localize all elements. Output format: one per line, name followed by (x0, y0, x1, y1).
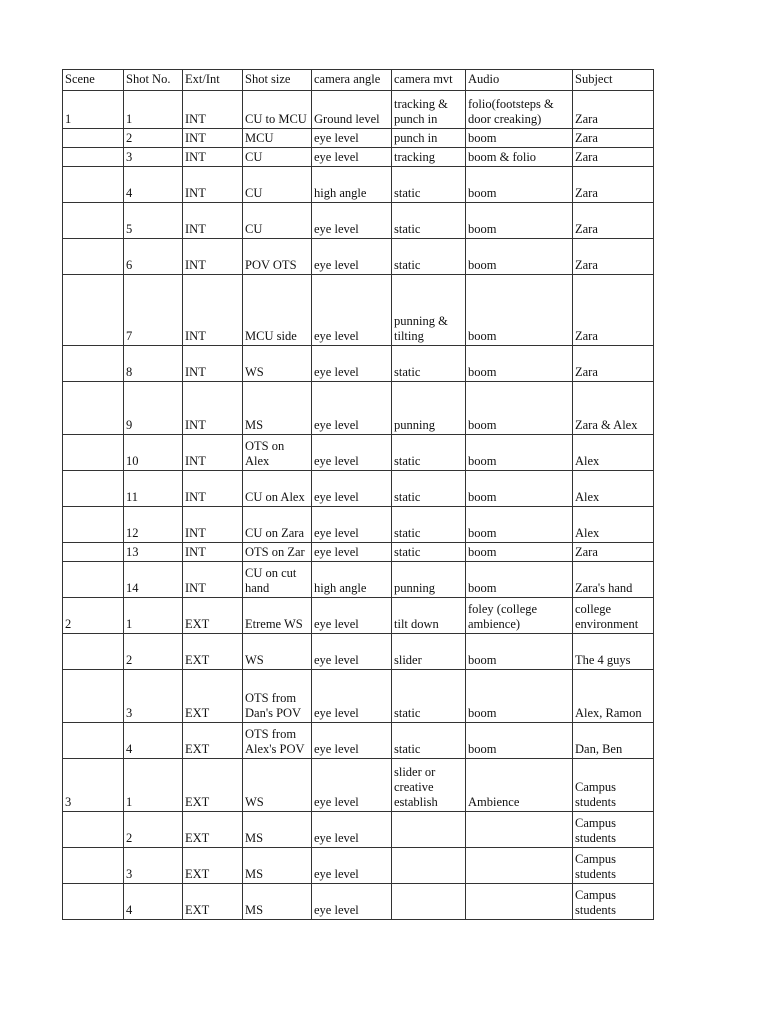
table-row (63, 759, 654, 812)
cell-shot-size: MS (243, 848, 312, 884)
cell-camera-mvt: punch in (392, 129, 466, 148)
cell-scene: 3 (63, 759, 124, 812)
cell-subject: Zara & Alex (573, 382, 654, 435)
cell-subject: Alex (573, 507, 654, 543)
cell-shot-no: 3 (124, 148, 183, 167)
cell-audio: boom (466, 562, 573, 598)
cell-subject: Campus students (573, 759, 654, 812)
cell-camera-angle: eye level (312, 382, 392, 435)
cell-scene (63, 129, 124, 148)
table-row (63, 848, 654, 884)
cell-audio: boom (466, 382, 573, 435)
cell-shot-no: 1 (124, 91, 183, 129)
column-header-ext-int: Ext/Int (183, 70, 243, 91)
cell-ext-int: INT (183, 543, 243, 562)
cell-ext-int: INT (183, 435, 243, 471)
cell-ext-int: INT (183, 471, 243, 507)
table-row (63, 382, 654, 435)
cell-shot-size: MCU (243, 129, 312, 148)
cell-shot-no: 1 (124, 759, 183, 812)
cell-audio (466, 884, 573, 920)
cell-camera-angle: eye level (312, 129, 392, 148)
table-row (63, 239, 654, 275)
cell-audio: boom (466, 634, 573, 670)
cell-camera-angle: eye level (312, 275, 392, 346)
cell-camera-angle: eye level (312, 543, 392, 562)
cell-camera-angle: eye level (312, 346, 392, 382)
cell-audio (466, 812, 573, 848)
cell-audio: boom (466, 507, 573, 543)
cell-shot-size: CU (243, 203, 312, 239)
cell-camera-angle: eye level (312, 598, 392, 634)
cell-camera-mvt: static (392, 507, 466, 543)
cell-scene (63, 148, 124, 167)
cell-scene (63, 670, 124, 723)
cell-camera-mvt (392, 848, 466, 884)
cell-camera-mvt: punning (392, 382, 466, 435)
cell-scene (63, 382, 124, 435)
shot-list-table (62, 69, 654, 920)
cell-audio (466, 848, 573, 884)
cell-scene (63, 848, 124, 884)
cell-shot-no: 14 (124, 562, 183, 598)
cell-audio: boom (466, 435, 573, 471)
cell-subject: Alex, Ramon (573, 670, 654, 723)
cell-shot-size: CU (243, 148, 312, 167)
cell-shot-size: OTS on Alex (243, 435, 312, 471)
cell-scene: 1 (63, 91, 124, 129)
cell-audio: boom (466, 275, 573, 346)
cell-subject: Zara (573, 129, 654, 148)
cell-shot-size: Etreme WS (243, 598, 312, 634)
cell-scene: 2 (63, 598, 124, 634)
cell-shot-size: MS (243, 884, 312, 920)
cell-subject: Zara (573, 239, 654, 275)
cell-camera-mvt: slider or creative establish (392, 759, 466, 812)
cell-ext-int: INT (183, 507, 243, 543)
cell-ext-int: EXT (183, 598, 243, 634)
header-row (63, 70, 654, 91)
cell-subject: Dan, Ben (573, 723, 654, 759)
cell-audio: boom & folio (466, 148, 573, 167)
table-row (63, 346, 654, 382)
cell-camera-mvt: static (392, 346, 466, 382)
table-row (63, 148, 654, 167)
cell-shot-no: 1 (124, 598, 183, 634)
cell-shot-no: 3 (124, 848, 183, 884)
table-row (63, 670, 654, 723)
cell-subject: Zara (573, 91, 654, 129)
cell-shot-size: POV OTS (243, 239, 312, 275)
cell-ext-int: INT (183, 562, 243, 598)
cell-shot-no: 11 (124, 471, 183, 507)
cell-camera-mvt: tracking (392, 148, 466, 167)
cell-ext-int: INT (183, 167, 243, 203)
cell-shot-no: 6 (124, 239, 183, 275)
cell-shot-size: MS (243, 382, 312, 435)
cell-ext-int: INT (183, 346, 243, 382)
cell-shot-size: CU to MCU (243, 91, 312, 129)
cell-subject: Zara (573, 203, 654, 239)
cell-scene (63, 435, 124, 471)
cell-ext-int: INT (183, 91, 243, 129)
table-row (63, 598, 654, 634)
cell-scene (63, 346, 124, 382)
cell-camera-angle: eye level (312, 812, 392, 848)
cell-scene (63, 723, 124, 759)
cell-audio: boom (466, 167, 573, 203)
column-header-camera-angle: camera angle (312, 70, 392, 91)
cell-scene (63, 812, 124, 848)
cell-camera-angle: eye level (312, 723, 392, 759)
cell-audio: folio(footsteps & door creaking) (466, 91, 573, 129)
table-row (63, 543, 654, 562)
cell-shot-size: OTS on Zar (243, 543, 312, 562)
cell-shot-size: CU on cut hand (243, 562, 312, 598)
cell-audio: Ambience (466, 759, 573, 812)
cell-scene (63, 275, 124, 346)
cell-shot-no: 2 (124, 129, 183, 148)
cell-shot-no: 7 (124, 275, 183, 346)
cell-shot-size: WS (243, 346, 312, 382)
cell-camera-angle: eye level (312, 471, 392, 507)
cell-shot-no: 2 (124, 812, 183, 848)
cell-shot-no: 12 (124, 507, 183, 543)
cell-camera-angle: high angle (312, 562, 392, 598)
cell-ext-int: INT (183, 382, 243, 435)
cell-subject: Zara (573, 167, 654, 203)
table-row (63, 435, 654, 471)
cell-scene (63, 543, 124, 562)
cell-scene (63, 634, 124, 670)
cell-ext-int: EXT (183, 759, 243, 812)
column-header-audio: Audio (466, 70, 573, 91)
table-row (63, 634, 654, 670)
cell-shot-no: 13 (124, 543, 183, 562)
cell-camera-mvt: static (392, 203, 466, 239)
cell-scene (63, 471, 124, 507)
column-header-camera-mvt: camera mvt (392, 70, 466, 91)
cell-camera-angle: eye level (312, 670, 392, 723)
cell-ext-int: INT (183, 275, 243, 346)
cell-camera-angle: eye level (312, 634, 392, 670)
cell-subject: Zara (573, 543, 654, 562)
cell-ext-int: INT (183, 203, 243, 239)
cell-audio: boom (466, 471, 573, 507)
cell-audio: boom (466, 723, 573, 759)
table-row (63, 884, 654, 920)
cell-subject: Zara (573, 148, 654, 167)
cell-audio: boom (466, 543, 573, 562)
table-row (63, 167, 654, 203)
cell-shot-size: CU on Zara (243, 507, 312, 543)
table-row (63, 812, 654, 848)
cell-scene (63, 562, 124, 598)
cell-camera-mvt (392, 812, 466, 848)
cell-shot-no: 10 (124, 435, 183, 471)
cell-camera-mvt: slider (392, 634, 466, 670)
cell-audio: boom (466, 670, 573, 723)
cell-camera-mvt: static (392, 167, 466, 203)
cell-ext-int: EXT (183, 670, 243, 723)
cell-shot-no: 3 (124, 670, 183, 723)
cell-subject: Zara (573, 346, 654, 382)
table-row (63, 723, 654, 759)
column-header-subject: Subject (573, 70, 654, 91)
table-row (63, 203, 654, 239)
cell-shot-size: OTS from Alex's POV (243, 723, 312, 759)
cell-camera-mvt: static (392, 239, 466, 275)
cell-ext-int: INT (183, 129, 243, 148)
cell-shot-size: MCU side (243, 275, 312, 346)
cell-ext-int: EXT (183, 848, 243, 884)
cell-camera-angle: eye level (312, 148, 392, 167)
cell-ext-int: EXT (183, 634, 243, 670)
cell-shot-no: 2 (124, 634, 183, 670)
cell-camera-angle: high angle (312, 167, 392, 203)
cell-shot-size: MS (243, 812, 312, 848)
cell-subject: Zara (573, 275, 654, 346)
table-row (63, 129, 654, 148)
cell-camera-mvt: static (392, 723, 466, 759)
cell-camera-mvt: punning & tilting (392, 275, 466, 346)
cell-shot-no: 8 (124, 346, 183, 382)
cell-ext-int: EXT (183, 884, 243, 920)
table-row (63, 91, 654, 129)
cell-shot-no: 4 (124, 884, 183, 920)
cell-shot-size: OTS from Dan's POV (243, 670, 312, 723)
table-row (63, 507, 654, 543)
cell-subject: Campus students (573, 812, 654, 848)
cell-camera-mvt: static (392, 471, 466, 507)
cell-shot-no: 9 (124, 382, 183, 435)
cell-ext-int: INT (183, 239, 243, 275)
cell-camera-angle: eye level (312, 884, 392, 920)
cell-camera-angle: eye level (312, 759, 392, 812)
cell-camera-angle: Ground level (312, 91, 392, 129)
column-header-shot-size: Shot size (243, 70, 312, 91)
cell-subject: Campus students (573, 884, 654, 920)
table-row (63, 275, 654, 346)
cell-shot-no: 4 (124, 723, 183, 759)
cell-subject: Zara's hand (573, 562, 654, 598)
cell-camera-mvt (392, 884, 466, 920)
cell-camera-angle: eye level (312, 239, 392, 275)
cell-scene (63, 167, 124, 203)
cell-shot-size: WS (243, 634, 312, 670)
cell-audio: boom (466, 129, 573, 148)
cell-camera-mvt: static (392, 670, 466, 723)
cell-shot-size: CU (243, 167, 312, 203)
table-row (63, 471, 654, 507)
cell-scene (63, 507, 124, 543)
cell-shot-no: 4 (124, 167, 183, 203)
cell-shot-size: CU on Alex (243, 471, 312, 507)
cell-camera-mvt: static (392, 435, 466, 471)
cell-audio: boom (466, 203, 573, 239)
cell-shot-no: 5 (124, 203, 183, 239)
cell-camera-mvt: static (392, 543, 466, 562)
cell-audio: boom (466, 239, 573, 275)
cell-camera-mvt: punning (392, 562, 466, 598)
column-header-scene: Scene (63, 70, 124, 91)
cell-ext-int: EXT (183, 812, 243, 848)
cell-ext-int: INT (183, 148, 243, 167)
cell-subject: Alex (573, 435, 654, 471)
cell-scene (63, 239, 124, 275)
cell-audio: foley (college ambience) (466, 598, 573, 634)
cell-subject: Alex (573, 471, 654, 507)
cell-audio: boom (466, 346, 573, 382)
cell-camera-angle: eye level (312, 507, 392, 543)
cell-subject: The 4 guys (573, 634, 654, 670)
table-header (63, 70, 654, 91)
table-row (63, 562, 654, 598)
column-header-shot-no: Shot No. (124, 70, 183, 91)
cell-scene (63, 884, 124, 920)
cell-camera-mvt: tracking & punch in (392, 91, 466, 129)
cell-shot-size: WS (243, 759, 312, 812)
cell-subject: college environment (573, 598, 654, 634)
cell-camera-angle: eye level (312, 848, 392, 884)
cell-ext-int: EXT (183, 723, 243, 759)
cell-scene (63, 203, 124, 239)
table-body (63, 91, 654, 920)
cell-camera-angle: eye level (312, 435, 392, 471)
cell-camera-mvt: tilt down (392, 598, 466, 634)
cell-subject: Campus students (573, 848, 654, 884)
cell-camera-angle: eye level (312, 203, 392, 239)
